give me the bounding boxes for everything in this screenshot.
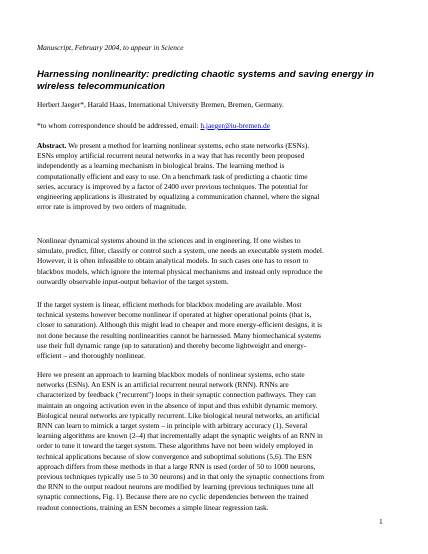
abstract-line: error rate is improved by two orders of magnitude.: [37, 202, 187, 212]
paragraph-line: outwardly observable input-output behavior of the target system.: [37, 276, 229, 286]
body-paragraph-2: [37, 300, 397, 361]
paragraph-line: technical systems however become nonlinear if operated at higher operational points (that is,: [37, 310, 312, 320]
abstract-label: Abstract.: [37, 141, 67, 150]
paragraph-line: Here we present an approach to learning blackbox models of nonlinear systems, echo state: [37, 370, 305, 379]
abstract: [37, 141, 397, 212]
abstract-line: computationally efficient and easy to use. On a benchmark task of predicting a chaotic time: [37, 171, 308, 181]
paragraph-line: synaptic connections, Fig. 1). Because there are no cyclic dependencies between the trained: [37, 492, 309, 502]
correspondence-text: *to whom correspondence should be addressed, email:: [37, 121, 201, 130]
paragraph-line: not done because the resulting nonlinearities cannot be harnessed. Many biomechanical systems: [37, 330, 322, 340]
correspondence-line: [37, 121, 397, 131]
paragraph-line: readout connections, training an ESN becomes a simple linear regression task.: [37, 502, 269, 512]
paragraph-line: networks (ESNs). An ESN is an artificial recurrent neural network (RNN). RNNs are: [37, 380, 289, 390]
body-paragraph-1: [37, 236, 397, 287]
abstract-line: engineering applications is illustrated by equalizing a communication channel, where the signal: [37, 192, 320, 202]
paragraph-line: However, it is often infeasible to obtain analytical models. In such cases one has to resort to: [37, 256, 309, 266]
abstract-line-text: We present a method for learning nonlinear systems, echo state networks (ESNs).: [66, 141, 310, 150]
paragraph-line: characterized by feedback ("recurrent") loops in their synaptic connection pathways. They can: [37, 390, 316, 400]
email-link[interactable]: h.jaeger@iu-bremen.de: [200, 121, 270, 130]
paragraph-line: Biological neural networks are typically recurrent. Like biological neural networks, an artificial: [37, 410, 320, 420]
paper-title: [37, 69, 397, 93]
paragraph-line: efficient – and thoroughly nonlinear.: [37, 351, 146, 361]
paragraph-line: order to tune it toward the target system. These algorithms have not been widely employed in: [37, 441, 313, 451]
paragraph-line: simulate, predict, filter, classify or control such a system, one needs an executable system model.: [37, 246, 324, 256]
paragraph-line: closer to saturation). Although this might lead to cheaper and more energy-efficient designs, it is: [37, 320, 323, 330]
paragraph-line: Nonlinear dynamical systems abound in the sciences and in engineering. If one wishes to: [37, 236, 301, 245]
manuscript-header: Manuscript, February 2004, to appear in Science: [37, 43, 184, 52]
body-paragraph-3: [37, 370, 397, 513]
title-line: Harnessing nonlinearity: predicting chaotic systems and saving energy in: [37, 69, 374, 80]
paragraph-line: maintain an ongoing activation even in the absence of input and thus exhibit dynamic memory.: [37, 400, 318, 410]
page-number: 1: [379, 517, 383, 526]
paragraph-line: use their full dynamic range (up to saturation) and thereby become lightweight and energy-: [37, 340, 307, 350]
paragraph-line: approach differs from these methods in that a large RNN is used (order of 50 to 1000 neurons,: [37, 461, 316, 471]
abstract-line: series, accuracy is improved by a factor of 2400 over previous techniques. The potential for: [37, 181, 308, 191]
paragraph-line: the RNN to the output readout neurons are modified by learning (previous techniques tune all: [37, 482, 314, 492]
paragraph-line: technical applications because of slow convergence and suboptimal solutions (5,6). The ESN: [37, 451, 312, 461]
paragraph-line: If the target system is linear, efficient methods for blackbox modeling are available. Most: [37, 300, 302, 309]
abstract-line: [37, 141, 397, 151]
paragraph-line: learning algorithms are known (2–4) that incrementally adapt the synaptic weights of an RNN in: [37, 431, 323, 441]
paragraph-line: blackbox models, which ignore the internal physical mechanisms and instead only reproduce the: [37, 266, 323, 276]
authors-line: Herbert Jaeger*, Harald Haas, International University Bremen, Bremen, Germany.: [37, 100, 284, 109]
title-line: wireless telecommunication: [37, 81, 165, 92]
abstract-line: ESNs employ artificial recurrent neural networks in a way that has recently been proposed: [37, 151, 305, 161]
paragraph-line: previous techniques typically use 5 to 30 neurons) and in that only the synaptic connections from: [37, 472, 325, 482]
abstract-line: independently as a learning mechanism in biological brains. The learning method is: [37, 161, 285, 171]
paragraph-line: RNN can learn to mimick a target system – in principle with arbitrary accuracy (1). Several: [37, 421, 308, 431]
